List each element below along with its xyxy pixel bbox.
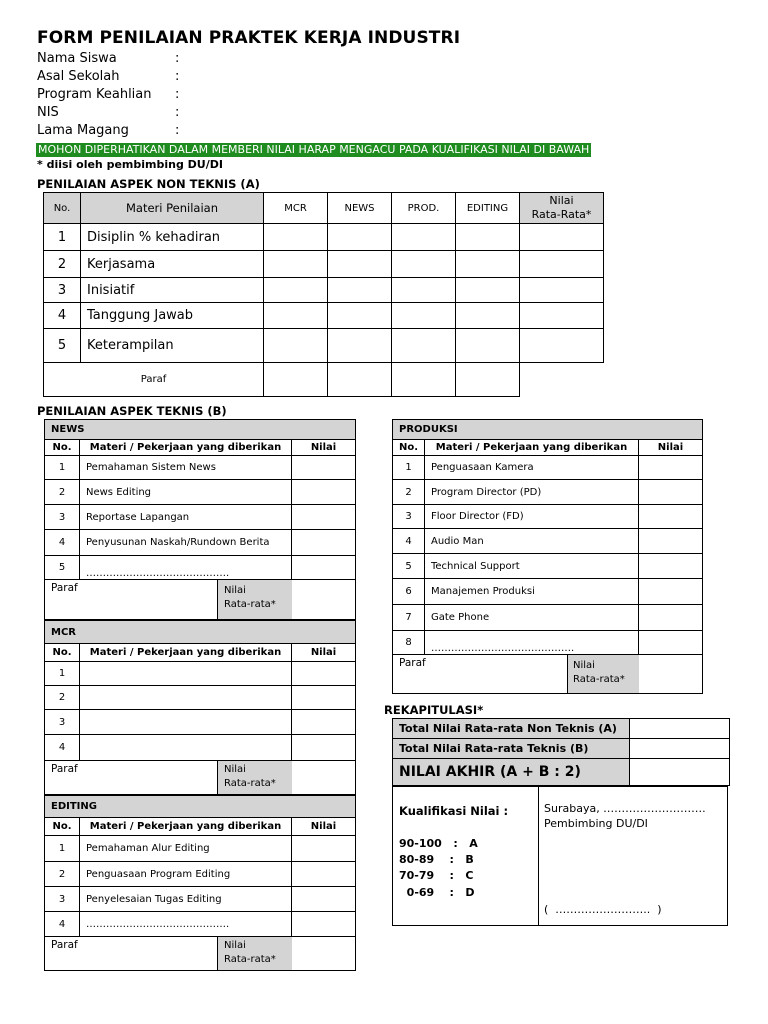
news-table (44, 419, 356, 620)
score-cell[interactable] (328, 329, 392, 363)
kualifikasi-a: 90-100 : A (399, 837, 478, 850)
row-materi: Pemahaman Sistem News (80, 456, 292, 480)
row-materi: Kerjasama (81, 251, 264, 278)
row-no: 2 (45, 480, 80, 505)
score-cell[interactable] (264, 329, 328, 363)
mcr-table (44, 620, 356, 795)
paraf-label: Paraf (44, 363, 264, 397)
average-cell[interactable] (292, 937, 356, 971)
row-materi[interactable] (80, 686, 292, 710)
score-cell[interactable] (328, 224, 392, 251)
col-materi: Materi / Pekerjaan yang diberikan (80, 644, 292, 662)
score-cell[interactable] (264, 251, 328, 278)
nilai-rata-label: Nilai Rata-rata* (217, 761, 292, 794)
rekap-table (392, 718, 730, 786)
section-title-teknis: PENILAIAN ASPEK TEKNIS (B) (37, 404, 227, 418)
row-materi: Keterampilan (81, 329, 264, 363)
score-cell[interactable] (292, 530, 356, 556)
row-materi: Disiplin % kehadiran (81, 224, 264, 251)
field-colon: : (175, 123, 180, 138)
fill-note: * diisi oleh pembimbing DU/DI (37, 158, 223, 171)
col-materi: Materi / Pekerjaan yang diberikan (425, 440, 639, 456)
paraf-cell[interactable] (328, 363, 392, 397)
score-cell[interactable] (456, 303, 520, 329)
field-label-nis: NIS (37, 105, 59, 120)
col-no: No. (45, 440, 80, 456)
score-cell[interactable] (639, 456, 703, 480)
kualifikasi-title: Kualifikasi Nilai : (399, 804, 509, 818)
col-prod: PROD. (392, 193, 456, 224)
paraf-area[interactable] (45, 937, 292, 971)
nilai-akhir-value[interactable] (630, 759, 730, 786)
rekap-row-a: Total Nilai Rata-rata Non Teknis (A) (393, 719, 630, 739)
col-materi: Materi / Pekerjaan yang diberikan (80, 818, 292, 836)
row-materi: Penguasaan Program Editing (80, 862, 292, 887)
average-cell[interactable] (292, 580, 356, 620)
col-mcr: MCR (264, 193, 328, 224)
editing-title: EDITING (45, 796, 356, 818)
kualifikasi-c: 70-79 : C (399, 869, 474, 882)
row-no: 3 (45, 505, 80, 530)
average-cell[interactable] (292, 761, 356, 795)
col-no: No. (393, 440, 425, 456)
score-cell[interactable] (639, 480, 703, 505)
score-cell[interactable] (392, 329, 456, 363)
row-no: 6 (393, 579, 425, 605)
col-nilai: Nilai (292, 440, 356, 456)
score-cell[interactable] (292, 686, 356, 710)
average-cell[interactable] (639, 655, 703, 694)
row-no: 4 (45, 530, 80, 556)
field-label-lama: Lama Magang (37, 123, 129, 138)
row-no: 5 (393, 554, 425, 579)
score-cell[interactable] (292, 710, 356, 735)
section-title-rekap: REKAPITULASI* (384, 703, 484, 717)
paraf-label: Paraf (51, 582, 78, 594)
paraf-label: Paraf (51, 763, 78, 775)
score-cell[interactable] (639, 529, 703, 554)
row-no: 1 (45, 456, 80, 480)
score-cell[interactable] (392, 251, 456, 278)
page-title: FORM PENILAIAN PRAKTEK KERJA INDUSTRI (37, 28, 461, 48)
row-no: 4 (44, 303, 81, 329)
row-no: 2 (393, 480, 425, 505)
score-cell[interactable] (392, 224, 456, 251)
field-colon: : (175, 87, 180, 102)
average-cell[interactable] (520, 278, 604, 303)
kualifikasi-b: 80-89 : B (399, 853, 474, 866)
score-cell[interactable] (292, 662, 356, 686)
row-materi: Inisiatif (81, 278, 264, 303)
col-no: No. (45, 818, 80, 836)
signature-line[interactable]: ( …………………….. ) (544, 903, 662, 916)
score-cell[interactable] (292, 456, 356, 480)
row-no: 3 (44, 278, 81, 303)
score-cell[interactable] (292, 912, 356, 937)
score-cell[interactable] (639, 554, 703, 579)
row-materi: News Editing (80, 480, 292, 505)
score-cell[interactable] (292, 887, 356, 912)
score-cell[interactable] (292, 735, 356, 761)
score-cell[interactable] (328, 251, 392, 278)
average-cell[interactable] (520, 303, 604, 329)
row-no: 3 (45, 887, 80, 912)
score-cell[interactable] (392, 278, 456, 303)
score-cell[interactable] (456, 278, 520, 303)
average-cell[interactable] (520, 224, 604, 251)
score-cell[interactable] (264, 278, 328, 303)
news-title: NEWS (45, 420, 356, 440)
field-label-nama: Nama Siswa (37, 51, 117, 66)
row-materi: Penyelesaian Tugas Editing (80, 887, 292, 912)
score-cell[interactable] (392, 303, 456, 329)
score-cell[interactable] (328, 303, 392, 329)
col-no: No. (45, 644, 80, 662)
row-no: 5 (45, 556, 80, 580)
score-cell[interactable] (456, 251, 520, 278)
row-materi: Program Director (PD) (425, 480, 639, 505)
row-no: 3 (45, 710, 80, 735)
col-nilai: Nilai (639, 440, 703, 456)
col-no: No. (44, 193, 81, 224)
score-cell[interactable] (456, 224, 520, 251)
row-materi[interactable] (80, 735, 292, 761)
rekap-value-a[interactable] (630, 719, 730, 739)
field-label-program: Program Keahlian (37, 87, 152, 102)
produksi-table (392, 419, 703, 694)
score-cell[interactable] (264, 224, 328, 251)
col-nilai: Nilai (292, 818, 356, 836)
row-no: 2 (45, 686, 80, 710)
average-cell[interactable] (520, 329, 604, 363)
row-materi: Technical Support (425, 554, 639, 579)
kualifikasi-d: 0-69 : D (399, 886, 475, 899)
score-cell[interactable] (292, 862, 356, 887)
score-cell[interactable] (328, 278, 392, 303)
col-news: NEWS (328, 193, 392, 224)
score-cell[interactable] (292, 556, 356, 580)
field-colon: : (175, 105, 180, 120)
row-no: 1 (393, 456, 425, 480)
row-materi: Manajemen Produksi (425, 579, 639, 605)
row-materi[interactable] (80, 710, 292, 735)
paraf-cell[interactable] (392, 363, 456, 397)
paraf-label: Paraf (51, 939, 78, 951)
col-materi: Materi / Pekerjaan yang diberikan (80, 440, 292, 456)
nilai-rata-label: Nilai Rata-rata* (217, 937, 292, 970)
row-no: 2 (44, 251, 81, 278)
kualifikasi-box (392, 786, 728, 926)
produksi-title: PRODUKSI (393, 420, 703, 440)
row-no: 1 (45, 662, 80, 686)
row-no: 2 (45, 862, 80, 887)
row-no: 4 (45, 735, 80, 761)
row-no: 7 (393, 605, 425, 631)
row-materi: Pemahaman Alur Editing (80, 836, 292, 862)
score-cell[interactable] (639, 579, 703, 605)
non-teknis-table (43, 192, 604, 397)
row-no: 4 (393, 529, 425, 554)
row-materi: Gate Phone (425, 605, 639, 631)
row-materi: Floor Director (FD) (425, 505, 639, 529)
row-no: 5 (44, 329, 81, 363)
col-nilai-rata: Nilai Rata-Rata* (520, 193, 604, 224)
paraf-area[interactable] (393, 655, 639, 694)
row-materi: ……………………………………. (80, 556, 292, 580)
nilai-rata-label: Nilai Rata-rata* (217, 580, 292, 619)
editing-table (44, 795, 356, 971)
paraf-cell[interactable] (456, 363, 520, 397)
row-materi: Penguasaan Kamera (425, 456, 639, 480)
rekap-value-b[interactable] (630, 739, 730, 759)
score-cell[interactable] (292, 505, 356, 530)
row-no: 1 (45, 836, 80, 862)
nilai-rata-label: Nilai Rata-rata* (567, 655, 639, 693)
notice-banner: MOHON DIPERHATIKAN DALAM MEMBERI NILAI HARAP MENGACU PADA KUALIFIKASI NILAI DI BAWAH (38, 143, 590, 156)
rekap-row-b: Total Nilai Rata-rata Teknis (B) (393, 739, 630, 759)
row-materi: Audio Man (425, 529, 639, 554)
score-cell[interactable] (292, 836, 356, 862)
paraf-label: Paraf (399, 657, 426, 669)
score-cell[interactable] (639, 605, 703, 631)
city-date: Surabaya, ………………………. (544, 802, 706, 815)
row-materi: Tanggung Jawab (81, 303, 264, 329)
row-no: 8 (393, 631, 425, 655)
row-no: 3 (393, 505, 425, 529)
score-cell[interactable] (264, 303, 328, 329)
row-materi: Penyusunan Naskah/Rundown Berita (80, 530, 292, 556)
average-cell[interactable] (520, 251, 604, 278)
score-cell[interactable] (639, 631, 703, 655)
field-colon: : (175, 69, 180, 84)
pembimbing-label: Pembimbing DU/DI (544, 817, 648, 830)
col-materi: Materi Penilaian (81, 193, 264, 224)
field-colon: : (175, 51, 180, 66)
row-no: 4 (45, 912, 80, 937)
row-materi[interactable] (80, 662, 292, 686)
field-label-sekolah: Asal Sekolah (37, 69, 120, 84)
row-materi: ……………………………………. (425, 631, 639, 655)
paraf-area[interactable] (45, 580, 292, 620)
row-materi: Reportase Lapangan (80, 505, 292, 530)
col-editing: EDITING (456, 193, 520, 224)
score-cell[interactable] (456, 329, 520, 363)
row-materi: ……………………………………. (80, 912, 292, 937)
score-cell[interactable] (292, 480, 356, 505)
nilai-akhir-label: NILAI AKHIR (A + B : 2) (393, 759, 630, 786)
mcr-title: MCR (45, 621, 356, 644)
col-nilai: Nilai (292, 644, 356, 662)
row-no: 1 (44, 224, 81, 251)
paraf-area[interactable] (45, 761, 292, 795)
score-cell[interactable] (639, 505, 703, 529)
section-title-non-teknis: PENILAIAN ASPEK NON TEKNIS (A) (37, 177, 260, 191)
paraf-cell[interactable] (264, 363, 328, 397)
